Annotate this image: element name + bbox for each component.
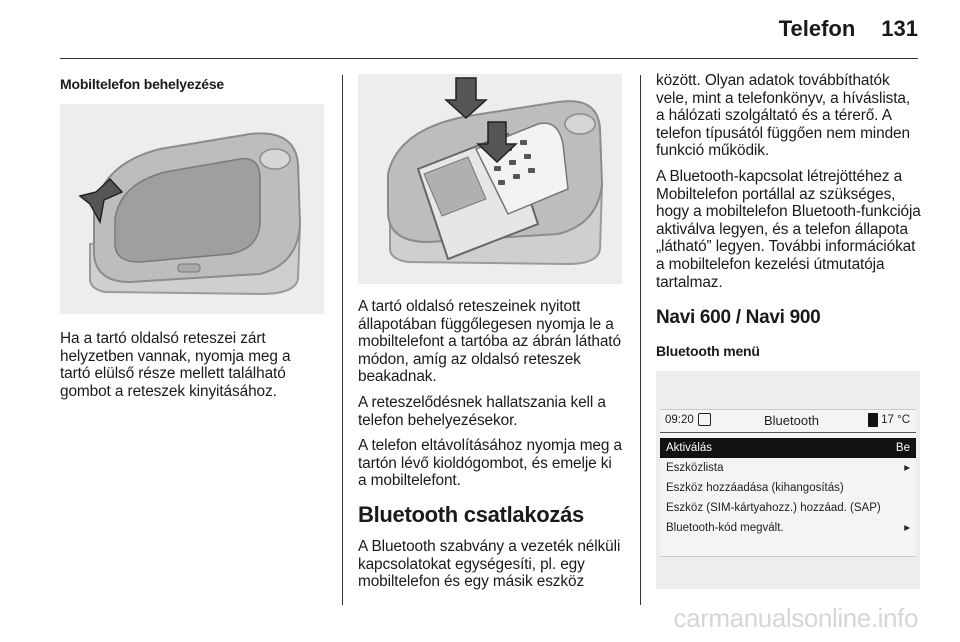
section-subheading: Mobiltelefon behelyezése [60, 76, 225, 92]
screen-title: Bluetooth [764, 413, 819, 429]
paragraph-remove: A telefon eltávolításához nyomja meg a tartón lévő kioldógombot, és emelje ki a mobiltelefont. [358, 437, 622, 490]
screen-status-bar [660, 410, 916, 433]
screen-temperature: 17 °C [881, 414, 910, 427]
menu-item-label: Bluetooth-kód megvált. [666, 522, 784, 535]
column-3 [656, 72, 922, 589]
paragraph-click: A reteszelődésnek hallatszania kell a telefon behelyezésekor. [358, 393, 606, 429]
menu-item-add-handsfree[interactable] [660, 478, 916, 498]
menu-item-label: Eszköz hozzáadása (kihangosítás) [666, 482, 844, 495]
watermark: carmanualsonline.info [673, 603, 918, 633]
menu-item-label: Eszköz (SIM-kártyahozz.) hozzáad. (SAP) [666, 502, 881, 515]
chevron-right-icon: ▸ [904, 522, 910, 535]
menu-item-label: Aktiválás [666, 442, 713, 455]
menu-item-value: Be [895, 442, 910, 455]
menu-item-device-list[interactable] [660, 458, 916, 478]
caption-text: Ha a tartó oldalsó reteszei zárt helyzetben vannak, nyomja meg a tartó elülső része mellett található gombot a reteszek kinyitásához. [60, 330, 291, 400]
phone-icon [868, 413, 878, 427]
section-heading-bluetooth: Bluetooth csatlakozás [358, 501, 584, 527]
header-rule [60, 58, 918, 59]
page-header [779, 16, 918, 42]
chevron-right-icon: ▸ [904, 462, 910, 475]
menu-item-add-sap[interactable] [660, 498, 916, 518]
paragraph-connection-requirements: A Bluetooth-kapcsolat létrejöttéhez a Mobiltelefon portállal az szükséges, hogy a mobiltelefon Bluetooth-funkciója aktiválva legyen, és a telefon állapota „látható” legyen. További információkat a mobiltelefon kezelési útmutatója tartalmaz. [656, 167, 921, 291]
column-1 [60, 72, 324, 408]
column-divider-2 [640, 75, 641, 605]
column-2 [358, 72, 624, 599]
bluetooth-menu-subheading: Bluetooth menü [656, 343, 760, 360]
clock-icon [698, 413, 711, 426]
section-heading-navi: Navi 600 / Navi 900 [656, 307, 821, 329]
phone-holder-illustration-1 [60, 104, 324, 314]
phone-holder-illustration-2 [358, 74, 622, 284]
screen-time: 09:20 [665, 414, 694, 427]
paragraph-bluetooth-intro: A Bluetooth szabvány a vezeték nélküli kapcsolatokat egységesíti, pl. egy mobiltelefon és egy másik eszköz [358, 537, 621, 591]
bluetooth-menu-screen [660, 409, 916, 557]
menu-item-activation[interactable] [660, 438, 916, 458]
page-number: 131 [881, 16, 918, 41]
column-divider-1 [342, 75, 343, 605]
menu-item-label: Eszközlista [666, 462, 724, 475]
paragraph-insert: A tartó oldalsó reteszeinek nyitott állapotában függőlegesen nyomja le a mobiltelefont a tartóba az ábrán látható módon, amíg az oldalsó reteszek beakadnak. [358, 298, 621, 386]
page-title: Telefon [778, 16, 856, 41]
menu-item-change-code[interactable] [660, 518, 916, 538]
bluetooth-screen-figure [656, 371, 920, 589]
paragraph-data-transfer: között. Olyan adatok továbbíthatók vele, mint a telefonkönyv, a híváslista, a hálózati szolgáltató és a térerő. A telefon típusától függően nem minden funkció működik. [656, 72, 911, 160]
